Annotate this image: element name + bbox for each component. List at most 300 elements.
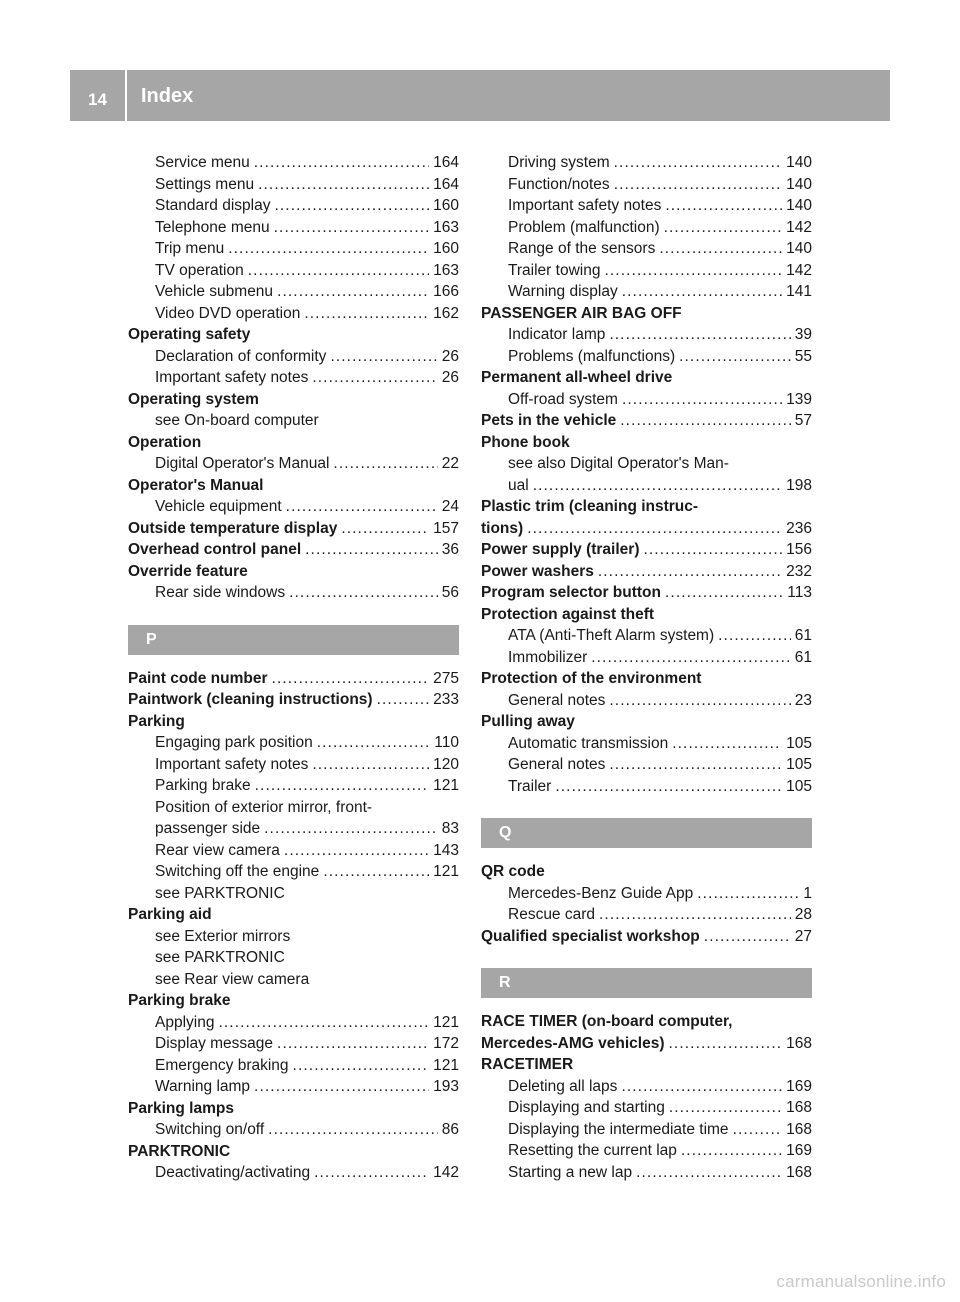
entry-label: Permanent all-wheel drive <box>481 369 673 386</box>
index-subentry[interactable] <box>481 1140 812 1162</box>
entry-page-number[interactable]: 168 <box>786 1034 812 1052</box>
entry-label: see Exterior mirrors <box>155 927 291 945</box>
index-subentry[interactable] <box>128 840 459 862</box>
entry-page-number[interactable]: 36 <box>441 541 459 558</box>
index-subentry[interactable] <box>128 818 459 840</box>
index-entry[interactable] <box>128 689 459 711</box>
index-entry <box>128 990 459 1012</box>
leader-dots <box>268 1119 438 1141</box>
entry-label: Applying <box>155 1013 215 1031</box>
index-entry[interactable] <box>481 539 812 561</box>
entry-label: Paint code number <box>128 669 268 687</box>
entry-label: Important safety notes <box>155 755 309 773</box>
leader-dots <box>272 668 430 690</box>
leader-dots <box>609 324 790 346</box>
index-subentry[interactable] <box>481 346 812 368</box>
index-subentry[interactable] <box>128 346 459 368</box>
entry-label: Resetting the current lap <box>508 1142 677 1159</box>
index-subentry <box>481 453 812 475</box>
entry-label: Displaying and starting <box>508 1099 665 1116</box>
entry-page-number[interactable]: 39 <box>794 326 812 343</box>
index-entry <box>128 324 459 346</box>
index-subentry[interactable] <box>481 1097 812 1119</box>
leader-dots <box>274 195 429 217</box>
entry-page-number[interactable]: 198 <box>786 476 812 494</box>
index-entry <box>128 475 459 497</box>
entry-label: PARKTRONIC <box>128 1142 231 1160</box>
index-subentry[interactable] <box>128 1012 459 1034</box>
entry-label: Problem (malfunction) <box>508 218 660 236</box>
entry-label: Switching on/off <box>155 1121 265 1138</box>
index-subentry[interactable] <box>128 260 459 282</box>
index-entry <box>481 668 812 690</box>
entry-page-number[interactable]: 1 <box>803 884 812 902</box>
entry-label: Power washers <box>481 562 594 580</box>
entry-page-number[interactable]: 23 <box>794 691 812 709</box>
entry-page-number[interactable]: 160 <box>433 240 459 257</box>
entry-label: Problems (malfunctions) <box>508 347 676 365</box>
entry-page-number[interactable]: 168 <box>786 1120 812 1138</box>
entry-page-number[interactable]: 142 <box>786 261 812 279</box>
index-subentry[interactable] <box>481 475 812 497</box>
entry-label: Driving system <box>508 154 610 171</box>
leader-dots <box>733 1119 783 1141</box>
entry-page-number[interactable]: 143 <box>433 841 459 859</box>
entry-label: Operation <box>128 433 202 451</box>
index-subentry <box>128 947 459 969</box>
index-subentry <box>128 410 459 432</box>
entry-page-number[interactable]: 110 <box>434 734 459 751</box>
leader-dots <box>305 539 438 561</box>
page-number: 14 <box>70 70 127 121</box>
leader-dots <box>314 1162 429 1184</box>
section-title: Index <box>141 85 194 107</box>
leader-dots <box>254 152 429 174</box>
leader-dots <box>704 926 791 948</box>
leader-dots <box>614 152 782 174</box>
entry-page-number[interactable]: 121 <box>433 777 459 794</box>
index-subentry[interactable] <box>128 732 459 754</box>
leader-dots <box>681 1140 782 1162</box>
index-entry <box>128 1098 459 1120</box>
index-subentry <box>128 969 459 991</box>
entry-page-number[interactable]: 27 <box>794 927 812 945</box>
index-subentry[interactable] <box>481 754 812 776</box>
leader-dots <box>609 754 782 776</box>
index-entry <box>128 711 459 733</box>
index-subentry[interactable] <box>481 883 812 905</box>
leader-dots <box>614 174 782 196</box>
index-entry[interactable] <box>481 926 812 948</box>
entry-label: ual <box>508 476 529 494</box>
leader-dots <box>228 238 429 260</box>
leader-dots <box>341 518 429 540</box>
page-header <box>70 70 890 121</box>
entry-label: Protection against theft <box>481 605 655 623</box>
index-subentry <box>128 883 459 905</box>
leader-dots <box>317 732 431 754</box>
entry-label: Service menu <box>155 154 250 171</box>
entry-label: Qualified specialist workshop <box>481 927 700 945</box>
entry-label: Declaration of conformity <box>155 347 327 365</box>
index-subentry[interactable] <box>128 1162 459 1184</box>
index-entry[interactable] <box>481 561 812 583</box>
entry-page-number[interactable]: 140 <box>786 175 812 193</box>
entry-page-number[interactable]: 169 <box>786 1077 812 1095</box>
entry-label: Outside temperature display <box>128 519 338 537</box>
entry-label: Range of the sensors <box>508 240 656 257</box>
entry-page-number[interactable]: 56 <box>441 584 459 601</box>
entry-page-number[interactable]: 105 <box>786 734 812 752</box>
entry-label: Parking aid <box>128 906 212 923</box>
leader-dots <box>679 346 791 368</box>
entry-page-number[interactable]: 55 <box>794 347 812 365</box>
entry-page-number[interactable]: 142 <box>786 218 812 236</box>
entry-page-number[interactable]: 57 <box>794 412 812 429</box>
letter-section-header: Q <box>481 818 812 848</box>
entry-label: ATA (Anti-Theft Alarm system) <box>508 627 715 644</box>
entry-label: PASSENGER AIR BAG OFF <box>481 304 682 322</box>
index-subentry[interactable] <box>128 367 459 389</box>
entry-label: Standard display <box>155 197 271 214</box>
entry-label: Pets in the vehicle <box>481 412 617 429</box>
entry-page-number[interactable]: 141 <box>786 283 812 300</box>
entry-page-number[interactable]: 172 <box>433 1035 459 1052</box>
entry-label: Engaging park position <box>155 734 313 751</box>
index-entry <box>481 604 812 626</box>
leader-dots <box>636 1162 782 1184</box>
entry-page-number[interactable]: 163 <box>433 218 459 236</box>
entry-label: Pulling away <box>481 713 575 730</box>
entry-label: Vehicle equipment <box>155 498 282 515</box>
entry-label: Digital Operator's Manual <box>155 455 330 472</box>
entry-label: Off-road system <box>508 390 618 408</box>
leader-dots <box>620 410 791 432</box>
leader-dots <box>274 217 430 239</box>
index-column-right <box>481 152 812 1183</box>
entry-label: Automatic transmission <box>508 734 669 752</box>
entry-page-number[interactable]: 61 <box>794 648 812 666</box>
entry-label: Operating safety <box>128 326 251 343</box>
index-entry <box>128 1141 459 1163</box>
index-entry[interactable] <box>128 668 459 690</box>
entry-label: Plastic trim (cleaning instruc- <box>481 498 699 515</box>
entry-label: Emergency braking <box>155 1056 289 1074</box>
index-subentry[interactable] <box>481 324 812 346</box>
index-subentry[interactable] <box>128 453 459 475</box>
leader-dots <box>277 281 429 303</box>
leader-dots <box>248 260 429 282</box>
leader-dots <box>254 1076 429 1098</box>
leader-dots <box>669 1033 783 1055</box>
index-entry <box>128 561 459 583</box>
entry-page-number[interactable]: 169 <box>786 1142 812 1159</box>
entry-label: Trailer towing <box>508 261 601 279</box>
index-entry <box>128 389 459 411</box>
entry-label: Switching off the engine <box>155 863 320 880</box>
leader-dots <box>312 754 429 776</box>
entry-page-number[interactable]: 168 <box>786 1163 812 1181</box>
entry-page-number[interactable]: 120 <box>433 755 459 773</box>
leader-dots <box>591 647 791 669</box>
entry-page-number[interactable]: 193 <box>433 1078 459 1095</box>
entry-label: Program selector button <box>481 584 661 601</box>
entry-label: Rear view camera <box>155 841 280 859</box>
entry-label: Position of exterior mirror, front- <box>155 798 373 816</box>
leader-dots <box>277 1033 429 1055</box>
leader-dots <box>599 904 791 926</box>
leader-dots <box>609 690 790 712</box>
index-subentry[interactable] <box>128 1076 459 1098</box>
letter-section-header: P <box>128 625 459 655</box>
entry-page-number[interactable]: 163 <box>433 261 459 279</box>
leader-dots <box>672 733 782 755</box>
entry-label: Deactivating/activating <box>155 1164 311 1181</box>
leader-dots <box>664 217 783 239</box>
entry-page-number[interactable]: 86 <box>441 1121 459 1138</box>
entry-label: Trip menu <box>155 240 225 257</box>
entry-page-number[interactable]: 26 <box>441 347 459 365</box>
index-subentry[interactable] <box>481 625 812 647</box>
entry-label: Trailer <box>508 777 552 795</box>
index-subentry <box>128 797 459 819</box>
index-column-left <box>128 152 459 1184</box>
leader-dots <box>604 260 782 282</box>
index-entry[interactable] <box>481 410 812 432</box>
index-subentry[interactable] <box>128 217 459 239</box>
index-subentry[interactable] <box>481 1162 812 1184</box>
entry-label: General notes <box>508 756 606 773</box>
index-subentry[interactable] <box>481 690 812 712</box>
leader-dots <box>330 346 437 368</box>
entry-label: Parking brake <box>128 992 231 1009</box>
entry-label: Starting a new lap <box>508 1163 633 1181</box>
entry-page-number[interactable]: 168 <box>786 1099 812 1116</box>
entry-label: Telephone menu <box>155 218 270 236</box>
entry-label: TV operation <box>155 261 244 279</box>
index-subentry[interactable] <box>481 733 812 755</box>
index-subentry[interactable] <box>481 389 812 411</box>
index-subentry[interactable] <box>128 238 459 260</box>
entry-page-number[interactable]: 140 <box>786 154 812 171</box>
entry-page-number[interactable]: 105 <box>786 777 812 795</box>
index-subentry[interactable] <box>481 195 812 217</box>
leader-dots <box>377 689 430 711</box>
entry-label: Warning display <box>508 283 618 300</box>
index-subentry[interactable] <box>481 904 812 926</box>
entry-page-number[interactable]: 24 <box>441 498 459 515</box>
entry-page-number[interactable]: 142 <box>433 1164 459 1181</box>
entry-label: Important safety notes <box>155 369 309 386</box>
leader-dots <box>289 582 438 604</box>
entry-label: Paintwork (cleaning instructions) <box>128 691 373 708</box>
leader-dots <box>665 195 782 217</box>
index-subentry[interactable] <box>481 152 812 174</box>
entry-page-number[interactable]: 61 <box>794 627 812 644</box>
index-subentry[interactable] <box>128 775 459 797</box>
entry-label: Warning lamp <box>155 1078 251 1095</box>
leader-dots <box>598 561 782 583</box>
entry-label: see On-board computer <box>155 412 319 429</box>
index-subentry[interactable] <box>128 152 459 174</box>
entry-label: Protection of the environment <box>481 670 702 687</box>
index-entry <box>481 1054 812 1076</box>
index-entry <box>481 711 812 733</box>
index-subentry[interactable] <box>128 582 459 604</box>
entry-label: Power supply (trailer) <box>481 541 640 558</box>
leader-dots <box>622 281 782 303</box>
entry-label: Function/notes <box>508 175 610 193</box>
entry-page-number[interactable]: 233 <box>433 691 459 708</box>
index-entry <box>481 861 812 883</box>
entry-page-number[interactable]: 121 <box>433 863 459 880</box>
index-entry <box>481 367 812 389</box>
index-subentry[interactable] <box>128 1119 459 1141</box>
entry-page-number[interactable]: 139 <box>786 390 812 408</box>
leader-dots <box>323 861 429 883</box>
leader-dots <box>284 840 429 862</box>
leader-dots <box>312 367 437 389</box>
entry-page-number[interactable]: 26 <box>441 369 459 386</box>
index-subentry[interactable] <box>128 496 459 518</box>
entry-label: tions) <box>481 519 524 537</box>
index-entry <box>481 496 812 518</box>
index-subentry[interactable] <box>128 1033 459 1055</box>
entry-page-number[interactable]: 157 <box>433 519 459 537</box>
entry-label: Parking lamps <box>128 1099 234 1117</box>
leader-dots <box>659 238 782 260</box>
leader-dots <box>622 389 782 411</box>
leader-dots <box>669 1097 782 1119</box>
entry-label: Display message <box>155 1035 274 1052</box>
index-subentry <box>128 926 459 948</box>
entry-label: Parking brake <box>155 777 251 794</box>
index-subentry[interactable] <box>481 776 812 798</box>
entry-page-number[interactable]: 166 <box>433 283 459 300</box>
entry-label: Important safety notes <box>508 197 662 214</box>
entry-label: Rescue card <box>508 906 596 923</box>
leader-dots <box>258 174 429 196</box>
index-subentry[interactable] <box>481 1076 812 1098</box>
entry-page-number[interactable]: 156 <box>786 541 812 558</box>
entry-label: QR code <box>481 863 545 880</box>
leader-dots <box>264 818 438 840</box>
index-subentry[interactable] <box>481 174 812 196</box>
leader-dots <box>697 883 799 905</box>
entry-page-number[interactable]: 121 <box>433 1013 459 1031</box>
entry-label: Parking <box>128 712 185 730</box>
letter-section-header: R <box>481 968 812 998</box>
leader-dots <box>718 625 791 647</box>
entry-page-number[interactable]: 164 <box>433 154 459 171</box>
leader-dots <box>527 518 782 540</box>
entry-page-number[interactable]: 140 <box>786 240 812 257</box>
leader-dots <box>255 775 429 797</box>
index-entry[interactable] <box>128 539 459 561</box>
index-entry[interactable] <box>481 518 812 540</box>
entry-page-number[interactable]: 83 <box>441 820 459 837</box>
entry-label: Mercedes-AMG vehicles) <box>481 1034 665 1052</box>
entry-page-number[interactable]: 164 <box>433 175 459 193</box>
index-entry[interactable] <box>128 518 459 540</box>
entry-label: Overhead control panel <box>128 541 302 558</box>
entry-page-number[interactable]: 236 <box>786 519 812 537</box>
entry-label: Video DVD operation <box>155 304 301 322</box>
leader-dots <box>304 303 429 325</box>
entry-label: Rear side windows <box>155 584 286 601</box>
leader-dots <box>218 1012 429 1034</box>
entry-label: General notes <box>508 691 606 709</box>
entry-label: see PARKTRONIC <box>155 949 285 966</box>
index-subentry[interactable] <box>128 303 459 325</box>
entry-page-number[interactable]: 28 <box>794 906 812 923</box>
index-subentry[interactable] <box>481 260 812 282</box>
entry-label: Deleting all laps <box>508 1077 618 1095</box>
entry-label: Mercedes-Benz Guide App <box>508 884 694 902</box>
index-entry[interactable] <box>481 582 812 604</box>
index-subentry[interactable] <box>128 195 459 217</box>
entry-page-number[interactable]: 105 <box>786 756 812 773</box>
index-subentry[interactable] <box>128 174 459 196</box>
leader-dots <box>665 582 783 604</box>
index-subentry[interactable] <box>128 754 459 776</box>
leader-dots <box>621 1076 782 1098</box>
index-subentry[interactable] <box>128 281 459 303</box>
index-subentry[interactable] <box>481 647 812 669</box>
entry-page-number[interactable]: 160 <box>433 197 459 214</box>
watermark: carmanualsonline.info <box>776 1272 946 1291</box>
index-subentry[interactable] <box>481 1119 812 1141</box>
entry-label: Displaying the intermediate time <box>508 1120 729 1138</box>
index-entry <box>481 1011 812 1033</box>
index-subentry[interactable] <box>128 1055 459 1077</box>
entry-label: see Rear view camera <box>155 970 310 988</box>
leader-dots <box>333 453 437 475</box>
entry-page-number[interactable]: 162 <box>433 304 459 322</box>
entry-label: Override feature <box>128 562 248 580</box>
entry-page-number[interactable]: 232 <box>786 562 812 580</box>
entry-page-number[interactable]: 140 <box>786 197 812 214</box>
entry-label: Vehicle submenu <box>155 283 274 300</box>
index-subentry[interactable] <box>481 217 812 239</box>
index-subentry[interactable] <box>128 861 459 883</box>
entry-label: Phone book <box>481 433 570 451</box>
entry-page-number[interactable]: 113 <box>787 584 812 601</box>
index-entry <box>128 432 459 454</box>
entry-page-number[interactable]: 121 <box>433 1056 459 1074</box>
index-subentry[interactable] <box>481 238 812 260</box>
index-subentry[interactable] <box>481 281 812 303</box>
index-entry <box>481 432 812 454</box>
entry-label: Operating system <box>128 390 259 408</box>
entry-label: see also Digital Operator's Man- <box>508 455 729 472</box>
entry-label: Settings menu <box>155 175 255 193</box>
leader-dots <box>533 475 782 497</box>
leader-dots <box>293 1055 430 1077</box>
index-entry[interactable] <box>481 1033 812 1055</box>
entry-page-number[interactable]: 22 <box>441 455 459 472</box>
entry-label: passenger side <box>155 820 261 837</box>
entry-label: Immobilizer <box>508 648 588 666</box>
leader-dots <box>555 776 782 798</box>
index-entry <box>481 303 812 325</box>
entry-label: see PARKTRONIC <box>155 884 285 902</box>
entry-page-number[interactable]: 275 <box>433 669 459 687</box>
index-entry <box>128 904 459 926</box>
entry-label: Indicator lamp <box>508 326 606 343</box>
entry-label: Operator's Manual <box>128 476 264 494</box>
entry-label: RACETIMER <box>481 1056 574 1073</box>
